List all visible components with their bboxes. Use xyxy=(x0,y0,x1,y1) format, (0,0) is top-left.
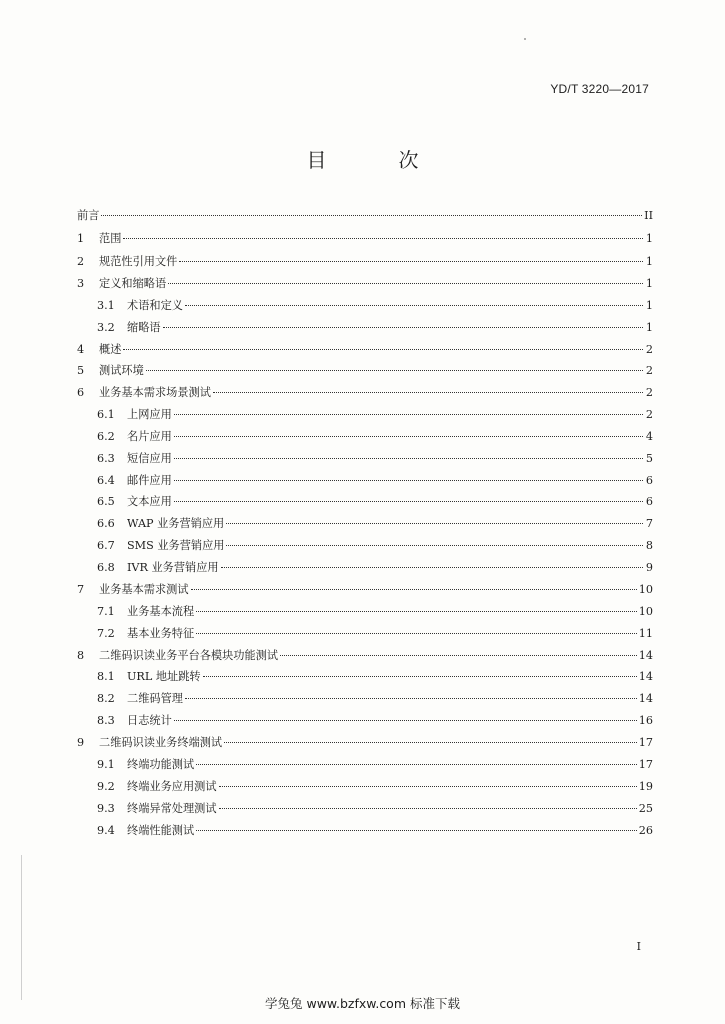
toc-entry-label: 日志统计 xyxy=(127,714,172,727)
toc-entry-label: 文本应用 xyxy=(127,495,172,508)
toc-entry-page: 1 xyxy=(645,255,653,268)
toc-entry[interactable] xyxy=(77,230,653,248)
toc-entry-label: 基本业务特征 xyxy=(127,627,195,640)
toc-entry-label: 术语和定义 xyxy=(127,299,183,312)
toc-leader-dots xyxy=(213,392,643,393)
toc-entry[interactable] xyxy=(77,275,653,293)
toc-entry-page: 6 xyxy=(645,495,653,508)
toc-entry-label: 名片应用 xyxy=(127,430,172,443)
toc-entry-page: 4 xyxy=(645,430,653,443)
toc-entry-number: 8.3 xyxy=(97,714,115,727)
toc-leader-dots xyxy=(174,458,643,459)
toc-entry[interactable] xyxy=(77,253,653,271)
toc-entry-label: 前言 xyxy=(77,209,100,222)
toc-leader-dots xyxy=(226,545,643,546)
toc-entry-number: 9.3 xyxy=(97,802,115,815)
toc-entry[interactable] xyxy=(97,800,653,818)
page-number: I xyxy=(636,940,641,953)
toc-leader-dots xyxy=(185,305,643,306)
toc-entry-label: 上网应用 xyxy=(127,408,172,421)
toc-leader-dots xyxy=(101,215,642,216)
toc-entry-number: 9.1 xyxy=(97,758,115,771)
toc-entry-number: 3.2 xyxy=(97,321,115,334)
toc-entry-label: 二维码管理 xyxy=(127,692,183,705)
toc-entry-page: 2 xyxy=(645,364,653,377)
toc-entry-number: 6.7 xyxy=(97,539,115,552)
toc-entry-label: 概述 xyxy=(99,343,122,356)
toc-entry[interactable] xyxy=(97,472,653,490)
toc-entry[interactable] xyxy=(97,822,653,840)
toc-entry-label: 范围 xyxy=(99,232,122,245)
toc-entry-number: 6 xyxy=(77,386,85,399)
toc-entry-label: 终端业务应用测试 xyxy=(127,780,217,793)
toc-entry[interactable] xyxy=(97,537,653,555)
toc-entry-label: 二维码识读业务终端测试 xyxy=(99,736,223,749)
toc-entry-page: 17 xyxy=(638,736,653,749)
toc-entry-label: 业务基本流程 xyxy=(127,605,195,618)
toc-entry-page: 14 xyxy=(638,649,653,662)
toc-entry-number: 8.1 xyxy=(97,670,115,683)
toc-entry[interactable] xyxy=(97,625,653,643)
toc-leader-dots xyxy=(196,611,637,612)
toc-entry[interactable] xyxy=(97,493,653,511)
toc-entry-label: 测试环境 xyxy=(99,364,144,377)
toc-entry-label: 邮件应用 xyxy=(127,474,172,487)
toc-entry-number: 7 xyxy=(77,583,85,596)
toc-leader-dots xyxy=(196,633,637,634)
toc-entry-label: 终端功能测试 xyxy=(127,758,195,771)
toc-leader-dots xyxy=(196,830,637,831)
toc-entry-page: 26 xyxy=(638,824,653,837)
toc-entry[interactable] xyxy=(77,207,653,225)
toc-entry-number: 3.1 xyxy=(97,299,115,312)
toc-entry-page: 6 xyxy=(645,474,653,487)
toc-leader-dots xyxy=(221,567,643,568)
toc-entry-number: 2 xyxy=(77,255,85,268)
toc-entry-number: 6.2 xyxy=(97,430,115,443)
toc-leader-dots xyxy=(146,370,643,371)
toc-entry-page: 1 xyxy=(645,232,653,245)
toc-entry-number: 9.4 xyxy=(97,824,115,837)
toc-entry-number: 6.5 xyxy=(97,495,115,508)
toc-entry[interactable] xyxy=(97,712,653,730)
toc-entry[interactable] xyxy=(97,428,653,446)
toc-leader-dots xyxy=(174,720,637,721)
scan-edge-line xyxy=(21,855,22,1000)
toc-entry-label: 定义和缩略语 xyxy=(99,277,167,290)
toc-entry-page: 19 xyxy=(638,780,653,793)
toc-entry-number: 6.1 xyxy=(97,408,115,421)
toc-leader-dots xyxy=(203,676,637,677)
page-title: 目 次 xyxy=(306,148,445,172)
toc-entry-page: 1 xyxy=(645,321,653,334)
toc-entry[interactable] xyxy=(77,341,653,359)
toc-entry-number: 1 xyxy=(77,232,85,245)
toc-entry-page: 17 xyxy=(638,758,653,771)
toc-entry-page: 16 xyxy=(638,714,653,727)
toc-entry-label: URL 地址跳转 xyxy=(127,670,201,683)
toc-leader-dots xyxy=(174,480,643,481)
toc-leader-dots xyxy=(226,523,643,524)
toc-leader-dots xyxy=(123,238,643,239)
toc-entry-label: 业务基本需求测试 xyxy=(99,583,189,596)
toc-entry[interactable] xyxy=(97,406,653,424)
footer-watermark: 学兔兔 www.bzfxw.com 标准下载 xyxy=(265,996,460,1011)
toc-entry[interactable] xyxy=(77,362,653,380)
toc-entry-label: 终端异常处理测试 xyxy=(127,802,217,815)
toc-leader-dots xyxy=(219,808,637,809)
toc-entry-number: 4 xyxy=(77,343,85,356)
toc-entry[interactable] xyxy=(97,756,653,774)
toc-entry-number: 6.3 xyxy=(97,452,115,465)
toc-entry-label: 终端性能测试 xyxy=(127,824,195,837)
toc-entry-page: 2 xyxy=(645,408,653,421)
toc-entry-number: 3 xyxy=(77,277,85,290)
toc-entry-label: 二维码识读业务平台各模块功能测试 xyxy=(99,649,279,662)
scan-speck xyxy=(524,38,526,40)
toc-entry-page: 14 xyxy=(638,692,653,705)
toc-entry[interactable] xyxy=(97,450,653,468)
toc-entry[interactable] xyxy=(97,778,653,796)
toc-entry-page: 7 xyxy=(645,517,653,530)
toc-entry[interactable] xyxy=(97,603,653,621)
toc-entry-page: 1 xyxy=(645,299,653,312)
toc-leader-dots xyxy=(179,261,643,262)
toc-entry-number: 6.8 xyxy=(97,561,115,574)
toc-entry[interactable] xyxy=(97,297,653,315)
toc-leader-dots xyxy=(196,764,637,765)
toc-leader-dots xyxy=(174,414,643,415)
toc-entry-page: 10 xyxy=(638,605,653,618)
toc-entry[interactable] xyxy=(77,734,653,752)
toc-entry-page: 8 xyxy=(645,539,653,552)
toc-entry-number: 9 xyxy=(77,736,85,749)
toc-entry-number: 5 xyxy=(77,364,85,377)
toc-leader-dots xyxy=(224,742,637,743)
toc-entry-page: 9 xyxy=(645,561,653,574)
toc-entry-label: 短信应用 xyxy=(127,452,172,465)
toc-leader-dots xyxy=(219,786,637,787)
toc-leader-dots xyxy=(163,327,643,328)
toc-entry[interactable] xyxy=(97,690,653,708)
toc-entry-page: 10 xyxy=(638,583,653,596)
toc-leader-dots xyxy=(280,655,637,656)
toc-entry-label: SMS 业务营销应用 xyxy=(127,539,225,552)
standard-code: YD/T 3220—2017 xyxy=(550,82,649,96)
toc-entry[interactable] xyxy=(97,515,653,533)
toc-entry[interactable] xyxy=(77,647,653,665)
toc-entry[interactable] xyxy=(97,559,653,577)
toc-leader-dots xyxy=(191,589,637,590)
toc-entry-label: 缩略语 xyxy=(127,321,161,334)
toc-entry-page: 11 xyxy=(638,627,653,640)
toc-entry[interactable] xyxy=(97,319,653,337)
toc-entry-label: IVR 业务营销应用 xyxy=(127,561,219,574)
toc-entry-page: II xyxy=(644,209,653,222)
toc-entry-number: 6.4 xyxy=(97,474,115,487)
toc-leader-dots xyxy=(174,501,643,502)
toc-entry-number: 8.2 xyxy=(97,692,115,705)
toc-entry-page: 2 xyxy=(645,343,653,356)
toc-entry[interactable] xyxy=(77,581,653,599)
toc-leader-dots xyxy=(168,283,643,284)
toc-leader-dots xyxy=(174,436,643,437)
toc-entry-page: 5 xyxy=(645,452,653,465)
toc-leader-dots xyxy=(185,698,637,699)
toc-entry-label: 业务基本需求场景测试 xyxy=(99,386,211,399)
toc-entry-number: 8 xyxy=(77,649,85,662)
toc-entry-page: 25 xyxy=(638,802,653,815)
toc-entry-number: 7.1 xyxy=(97,605,115,618)
toc-entry-label: 规范性引用文件 xyxy=(99,255,178,268)
toc-entry-page: 2 xyxy=(645,386,653,399)
toc-entry-number: 9.2 xyxy=(97,780,115,793)
toc-entry-number: 6.6 xyxy=(97,517,115,530)
toc-entry[interactable] xyxy=(97,668,653,686)
toc-entry-number: 7.2 xyxy=(97,627,115,640)
toc-entry[interactable] xyxy=(77,384,653,402)
toc-leader-dots xyxy=(123,349,643,350)
toc-entry-label: WAP 业务营销应用 xyxy=(127,517,225,530)
toc-entry-page: 14 xyxy=(638,670,653,683)
toc-entry-page: 1 xyxy=(645,277,653,290)
